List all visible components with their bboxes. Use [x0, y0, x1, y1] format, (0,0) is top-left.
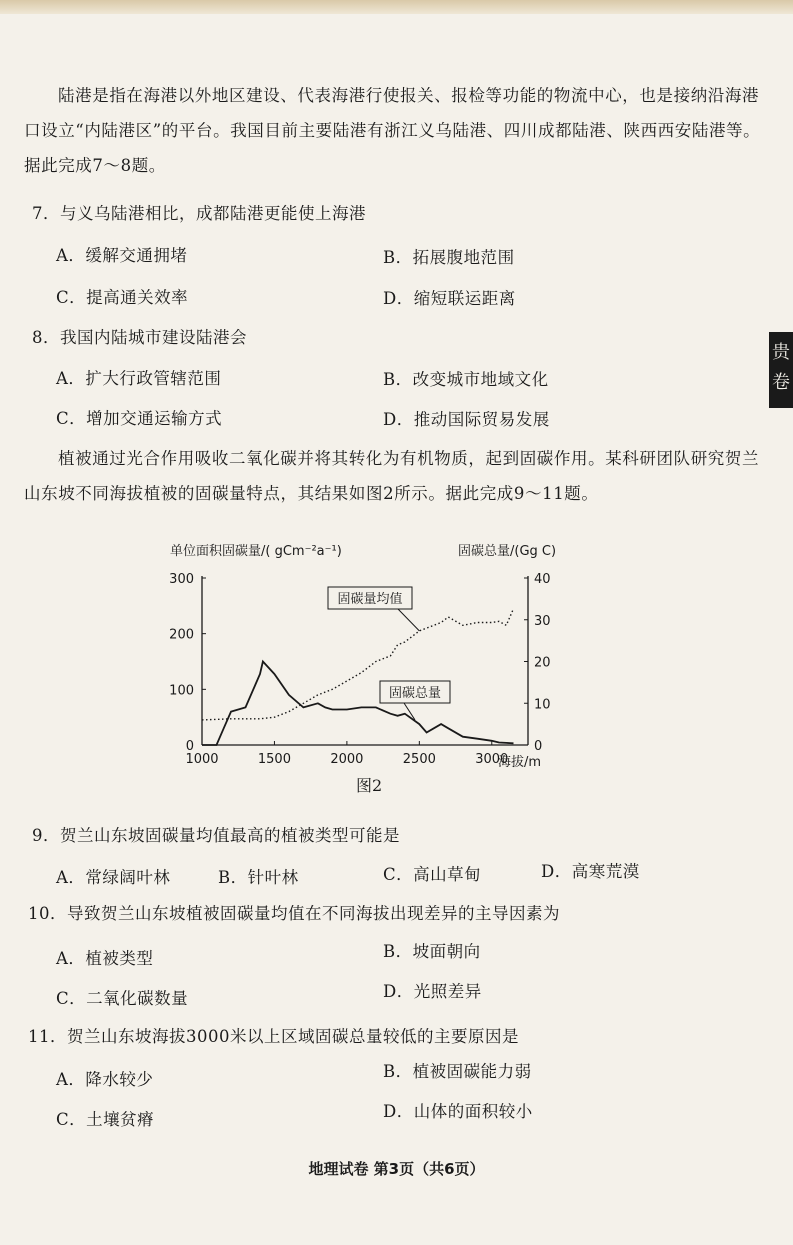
page-footer: 地理试卷 第3页（共6页）: [308, 1160, 485, 1178]
q8-option-a: A．扩大行政管辖范围: [56, 369, 222, 388]
y-left-tick-label: 200: [169, 627, 194, 643]
series-mean-carbon-line: [202, 609, 514, 720]
q7-option-d: D．缩短联运距离: [383, 289, 516, 308]
chart-series: [202, 609, 514, 745]
q11-option-b: B．植被固碳能力弱: [383, 1062, 532, 1081]
q11-option-a: A．降水较少: [56, 1070, 154, 1089]
q7-option-b: B．拓展腹地范围: [383, 248, 515, 267]
passage-land-port: 陆港是指在海港以外地区建设、代表海港行使报关、报检等功能的物流中心，也是接纳沿海港口设立“内陆港区”的平台。我国目前主要陆港有浙江义乌陆港、四川成都陆港、陕西西安陆港等。据此完成7～8题。: [24, 86, 761, 175]
x-axis-label: 海拔/m: [498, 755, 542, 770]
q9-option-d: D．高寒荒漠: [541, 862, 640, 881]
q10-option-b: B．坡面朝向: [383, 942, 481, 961]
q8-option-b: B．改变城市地域文化: [383, 370, 549, 389]
q9-option-a: A．常绿阔叶林: [56, 868, 171, 887]
annotation-mean-text: 固碳量均值: [337, 592, 403, 607]
chart-annotations: [328, 587, 450, 720]
x-tick-label: 1000: [185, 752, 219, 767]
x-tick-label: 2000: [330, 752, 364, 767]
y-left-tick-label: 0: [185, 739, 194, 754]
y-right-tick-label: 30: [534, 613, 551, 629]
page-top-edge: [0, 0, 793, 14]
annotation-mean-leader: [398, 609, 419, 631]
q9-option-c: C．高山草甸: [383, 865, 482, 884]
y-left-tick-label: 300: [169, 572, 194, 587]
question-7-stem: 7．与义乌陆港相比，成都陆港更能使上海港: [32, 204, 366, 223]
x-tick-label: 1500: [257, 752, 291, 767]
q11-option-d: D．山体的面积较小: [383, 1102, 533, 1121]
x-tick-label: 3000: [475, 752, 509, 767]
y-right-tick-label: 20: [534, 655, 551, 671]
q7-option-c: C．提高通关效率: [56, 288, 189, 307]
y-right-tick-label: 10: [534, 697, 551, 713]
question-9-stem: 9．贺兰山东坡固碳量均值最高的植被类型可能是: [32, 826, 400, 845]
annotation-total-text: 固碳总量: [388, 686, 442, 701]
q8-option-d: D．推动国际贸易发展: [383, 410, 550, 429]
side-tab-label: 贵卷: [769, 332, 793, 408]
carbon-fixation-chart: [150, 535, 570, 775]
q7-option-a: A．缓解交通拥堵: [56, 246, 188, 265]
question-8-stem: 8．我国内陆城市建设陆港会: [32, 328, 247, 347]
y-axis-left-label: 单位面积固碳量/( gCm⁻²a⁻¹): [170, 544, 342, 559]
q10-option-a: A．植被类型: [56, 949, 154, 968]
q10-option-c: C．二氧化碳数量: [56, 989, 189, 1008]
q11-option-c: C．土壤贫瘠: [56, 1110, 155, 1129]
q8-option-c: C．增加交通运输方式: [56, 409, 223, 428]
y-axis-right-label: 固碳总量/(Gg C): [458, 544, 557, 559]
q9-option-b: B．针叶林: [218, 868, 299, 887]
series-total-carbon-line: [202, 662, 514, 746]
question-11-stem: 11．贺兰山东坡海拔3000米以上区域固碳总量较低的主要原因是: [28, 1027, 519, 1046]
question-10-stem: 10．导致贺兰山东坡植被固碳量均值在不同海拔出现差异的主导因素为: [28, 904, 560, 923]
figure-caption: 图2: [356, 776, 383, 795]
q10-option-d: D．光照差异: [383, 982, 482, 1001]
y-left-tick-label: 100: [169, 683, 194, 699]
x-tick-label: 2500: [402, 752, 436, 767]
y-right-tick-label: 40: [534, 572, 551, 587]
y-right-tick-label: 0: [534, 739, 543, 754]
passage-carbon-fixation: 植被通过光合作用吸收二氧化碳并将其转化为有机物质，起到固碳作用。某科研团队研究贺兰山东坡不同海拔植被的固碳量特点，其结果如图2所示。据此完成9～11题。: [24, 449, 760, 503]
